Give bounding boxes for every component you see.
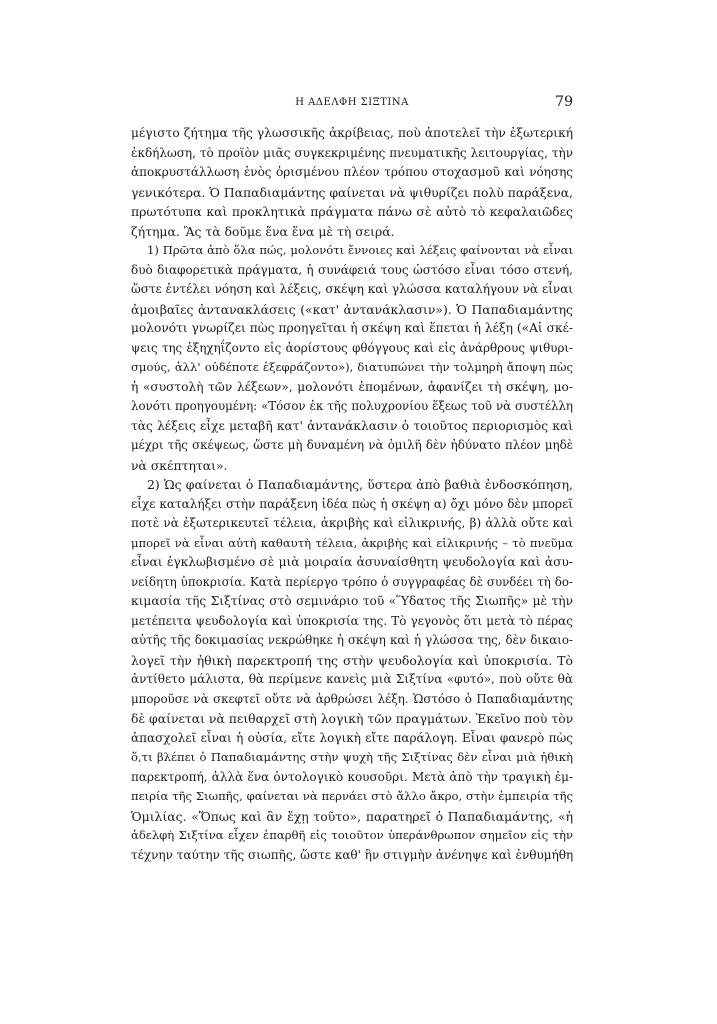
- text-line: ψεις της ἐξηχηΐζοντο εἰς ἀορίστους φθόγγους καὶ εἰς ἀνάρθρους ψιθυρι-: [131, 340, 573, 355]
- text-line: αὐτῆς τῆς δοκιμασίας νεκρώθηκε ἡ σκέψη καὶ ἡ γλώσσα της, δὲν δικαιο-: [131, 633, 573, 647]
- text-line: εἶναι ἐγκλωβισμένο σὲ μιὰ μοιραία ἀσυναίσθητη ψευδολογία καὶ ἀσυ-: [131, 555, 573, 569]
- text-line: μποροῦσε νὰ σκεφτεῖ οὔτε νὰ ἀρθρώσει λέξη. Ὡστόσο ὁ Παπαδιαμάντης: [131, 691, 573, 706]
- text-line: ζήτημα. Ἂς τὰ δοῦμε ἕνα ἕνα μὲ τὴ σειρά.: [131, 223, 395, 239]
- text-line: πρωτότυπα καὶ προκλητικὰ πράγματα πάνω σὲ αὐτὸ τὸ κεφαλαιῶδες: [131, 204, 573, 219]
- text-line: γενικότερα. Ὁ Παπαδιαμάντης φαίνεται νὰ ψιθυρίζει πολὺ παράξενα,: [131, 184, 573, 200]
- text-line: ποτὲ νὰ ἐξωτερικευτεῖ τέλεια, ἀκριβὴς καὶ εἰλικρινής, β) ἀλλὰ οὔτε καὶ: [131, 516, 573, 530]
- text-line: ὥστε ἐντέλει νόηση καὶ λέξεις, σκέψη καὶ γλώσσα καταλήγουν νὰ εἶναι: [131, 282, 573, 296]
- text-line: δὲ φαίνεται νὰ πειθαρχεῖ στὴ λογικὴ τῶν πραγμάτων. Ἐκεῖνο ποὺ τὸν: [131, 711, 574, 726]
- text-line: τὰς λέξεις εἶχε μεταβῆ κατ' ἀντανάκλασιν ὁ τοιοῦτος περιορισμὸς καὶ: [131, 418, 573, 433]
- text-line: μέχρι τῆς σκέψεως, ὥστε μὴ δυναμένη νὰ ὁμιλῆ δὲν ἠδύνατο πλέον μηδὲ: [131, 438, 573, 452]
- running-title: Η ΑΔΕΛΦΗ ΣΙΞΤΙΝΑ: [295, 97, 409, 108]
- text-line: τέχνην ταύτην τῆς σιωπῆς, ὥστε καθ' ἣν στιγμὴν ἀνένηψε καὶ ἐνθυμήθη: [131, 847, 574, 862]
- text-line: νὰ σκέπτηται».: [131, 457, 228, 473]
- text-line: σμούς, ἀλλ' οὐδέποτε ἐξεφράζοντο»), διατυπώνει τὴν τολμηρὴ ἄποψη πὼς: [131, 360, 573, 374]
- text-line: πειρία τῆς Σιωπῆς, φαίνεται νὰ περνάει στὸ ἄλλο ἄκρο, στὴν ἐμπειρία τῆς: [131, 789, 573, 803]
- text-line: ὅ,τι βλέπει ὁ Παπαδιαμάντης στὴν ψυχὴ τῆς Σιξτίνας δὲν εἶναι μιὰ ἠθικὴ: [131, 750, 573, 764]
- text-line: ἀδελφὴ Σιξτίνα εἶχεν ἐπαρθῆ εἰς τοιοῦτον ὑπεράνθρωπον σημεῖον εἰς τὴν: [131, 828, 573, 842]
- text-line: 2) Ὡς φαίνεται ὁ Παπαδιαμάντης, ὕστερα ἀπὸ βαθιὰ ἐνδοσκόπηση,: [147, 477, 573, 492]
- running-header: [131, 94, 573, 114]
- text-line: μέγιστο ζήτημα τῆς γλωσσικῆς ἀκρίβειας, ποὺ ἀποτελεῖ τὴν ἐξωτερική: [131, 126, 573, 140]
- text-line: λογεῖ τὴν ἠθικὴ παρεκτροπή της στὴν ψευδολογία καὶ ὑποκρισία. Τὸ: [131, 652, 573, 668]
- text-line: 1) Πρῶτα ἀπὸ ὅλα πώς, μολονότι ἔννοιες καὶ λέξεις φαίνονται νὰ εἶναι: [147, 243, 573, 257]
- text-line: δυὸ διαφορετικὰ πράγματα, ἡ συνάφειά τους ὡστόσο εἶναι τόσο στενή,: [131, 262, 573, 277]
- text-line: νείδητη ὑποκρισία. Κατὰ περίεργο τρόπο ὁ συγγραφέας δὲ συνδέει τὴ δο-: [131, 574, 573, 589]
- page-number: 79: [555, 94, 573, 110]
- text-line: Ὁμιλίας. «Ὅπως καὶ ἂν ἔχῃ τοῦτο», παρατηρεῖ ὁ Παπαδιαμάντης, «ἡ: [131, 808, 573, 824]
- text-line: μπορεῖ νὰ εἶναι αὐτὴ καθαυτὴ τέλεια, ἀκριβὴς καὶ εἰλικρινής – τὸ πνεῦμα: [131, 535, 573, 550]
- text-line: κιμασία τῆς Σιξτίνας στὸ σεμινάριο τοῦ «Ὕδατος τῆς Σιωπῆς» μὲ τὴν: [131, 594, 573, 608]
- text-line: ἀπασχολεῖ εἶναι ἡ οὐσία, εἴτε λογικὴ εἴτε παράλογη. Εἶναι φανερὸ πὼς: [131, 730, 573, 745]
- text-line: λονότι προηγουμένη: «Τόσον ἐκ τῆς πολυχρονίου ἕξεως τοῦ νὰ συστέλλη: [131, 399, 573, 413]
- body-text: [131, 124, 573, 865]
- text-line: ἀμοιβαῖες ἀντανακλάσεις («κατ' ἀντανάκλασιν»). Ὁ Παπαδιαμάντης: [131, 301, 573, 317]
- text-line: παρεκτροπή, ἀλλὰ ἕνα ὀντολογικὸ κουσοῦρι. Μετὰ ἀπὸ τὴν τραγικὴ ἐμ-: [131, 769, 573, 784]
- text-line: μολονότι γνωρίζει πὼς προηγεῖται ἡ σκέψη καὶ ἕπεται ἡ λέξη («Αἱ σκέ-: [131, 321, 573, 335]
- text-line: μετέπειτα ψευδολογία καὶ ὑποκρισία της. Τὸ γεγονὸς ὅτι μετὰ τὸ πέρας: [131, 613, 573, 628]
- text-line: εἶχε καταλήξει στὴν παράξενη ἰδέα πὼς ἡ σκέψη α) ὄχι μόνο δὲν μπορεῖ: [131, 496, 573, 511]
- text-line: ἐκδήλωση, τὸ προϊὸν μιᾶς συγκεκριμένης πνευματικῆς λειτουργίας, τὴν: [131, 145, 573, 160]
- text-line: ἀντίθετο μάλιστα, θὰ περίμενε κανεὶς μιὰ Σιξτίνα «φυτό», ποὺ οὔτε θὰ: [131, 672, 573, 686]
- text-line: ἡ «συστολὴ τῶν λέξεων», μολονότι ἑπομένων, ἀφανίζει τὴ σκέψη, μο-: [131, 379, 573, 394]
- text-line: ἀποκρυστάλλωση ἑνὸς ὁρισμένου πλέον τρόπου στοχασμοῦ καὶ νόησης: [131, 165, 573, 179]
